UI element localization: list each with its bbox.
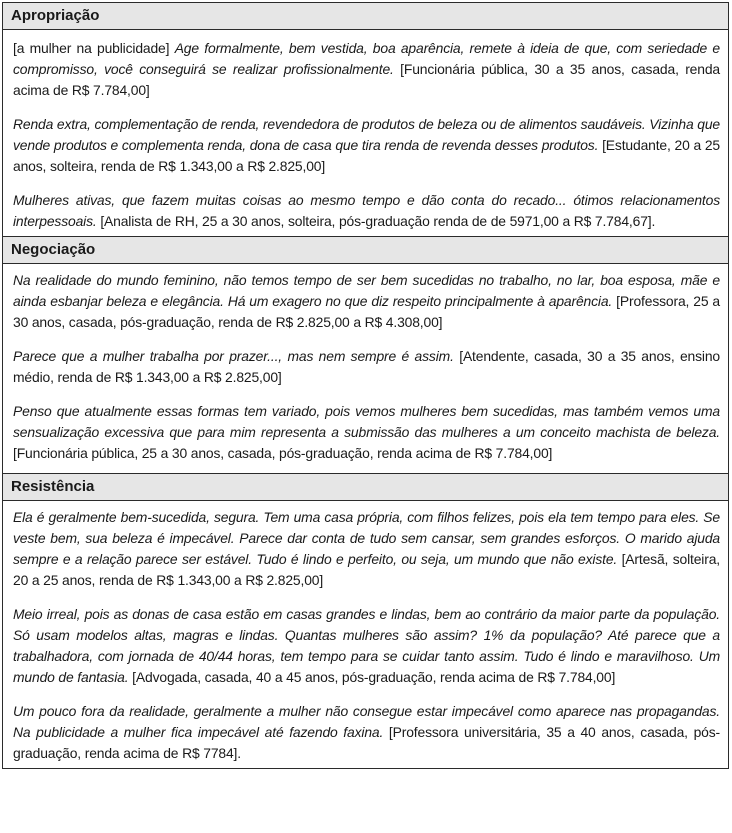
quote-source: [Atendente, casada, 30 a 35 anos, ensino médio, renda de R$ 1.343,00 a R$ 2.825,00] [13,348,720,385]
quote [13,38,720,101]
quote [13,701,720,764]
quote-text: Mulheres ativas, que fazem muitas coisas ao mesmo tempo e dão conta do recado... ótimos relacionamentos interpessoais. [13,192,720,229]
section-title: Apropriação [3,3,728,30]
quote-text: Renda extra, complementação de renda, revendedora de produtos de beleza ou de alimentos saudáveis. Vizinha que vende produtos e complementa renda, dona de casa que tira renda de revenda desses produtos. [13,116,720,153]
quote-text: Parece que a mulher trabalha por prazer..., mas nem sempre é assim. [13,348,454,364]
quote-text: Ela é geralmente bem-sucedida, segura. Tem uma casa própria, com filhos felizes, pois ela tem tempo para eles. Se veste bem, sua beleza é impecável. Parece dar conta de tudo sem cansar, sem grandes esforços. O marido ajuda sempre e a relação parece ser estável. Tudo é lindo e perfeito, ou seja, um mundo que não existe. [13,509,720,567]
quote [13,507,720,591]
quotes-table [2,2,729,769]
quote-source: [Advogada, casada, 40 a 45 anos, pós-graduação, renda acima de R$ 7.784,00] [132,669,616,685]
quote-text: Na realidade do mundo feminino, não temos tempo de ser bem sucedidas no trabalho, no lar, boa esposa, mãe e ainda esbanjar beleza e elegância. Há um exagero no que diz respeito principalmente à aparência. [13,272,720,309]
quote-lead: [a mulher na publicidade] [13,40,170,56]
quote-text: Penso que atualmente essas formas tem variado, pois vemos mulheres bem sucedidas, mas também vemos uma sensualização excessiva que para mim representa a submissão das mulheres a um conceito machista de beleza. [13,403,720,440]
section-title: Negociação [3,237,728,264]
quote-text: Meio irreal, pois as donas de casa estão em casas grandes e lindas, bem ao contrário da maior parte da população. Só usam modelos altas, magras e lindas. Quantas mulheres são assim? 1% da população? Até parece que a trabalhadora, com jornada de 40/44 horas, tem tempo para se cuidar tanto assim. Tudo é lindo e maravilhoso. Um mundo de fantasia. [13,606,720,685]
quote-source: [Professora universitária, 35 a 40 anos, casada, pós-graduação, renda acima de R$ 7784]. [13,724,720,761]
quote-source: [Analista de RH, 25 a 30 anos, solteira, pós-graduação renda de de 5971,00 a R$ 7.784,67]. [100,213,656,229]
quote-source: [Estudante, 20 a 25 anos, solteira, renda de R$ 1.343,00 a R$ 2.825,00] [13,137,720,174]
quote [13,346,720,388]
section-apropriacao [3,3,728,232]
quote-source: [Funcionária pública, 25 a 30 anos, casada, pós-graduação, renda acima de R$ 7.784,00] [13,445,553,461]
quote-text: Age formalmente, bem vestida, boa aparência, remete à ideia de que, com seriedade e compromisso, você conseguirá se realizar profissionalmente. [13,40,720,77]
quote-source: [Funcionária pública, 30 a 35 anos, casada, renda acima de R$ 7.784,00] [13,61,720,98]
quote [13,270,720,333]
section-negociacao [3,236,728,464]
quote-source: [Artesã, solteira, 20 a 25 anos, renda de R$ 1.343,00 a R$ 2.825,00] [13,551,720,588]
section-resistencia [3,473,728,764]
quote [13,190,720,232]
quote [13,114,720,177]
quote-source: [Professora, 25 a 30 anos, casada, pós-graduação, renda de R$ 2.825,00 a R$ 4.308,00] [13,293,720,330]
section-title: Resistência [3,474,728,501]
quote-text: Um pouco fora da realidade, geralmente a mulher não consegue estar impecável como aparece nas propagandas. Na publicidade a mulher fica impecável até fazendo faxina. [13,703,720,740]
quote [13,604,720,688]
quote [13,401,720,464]
